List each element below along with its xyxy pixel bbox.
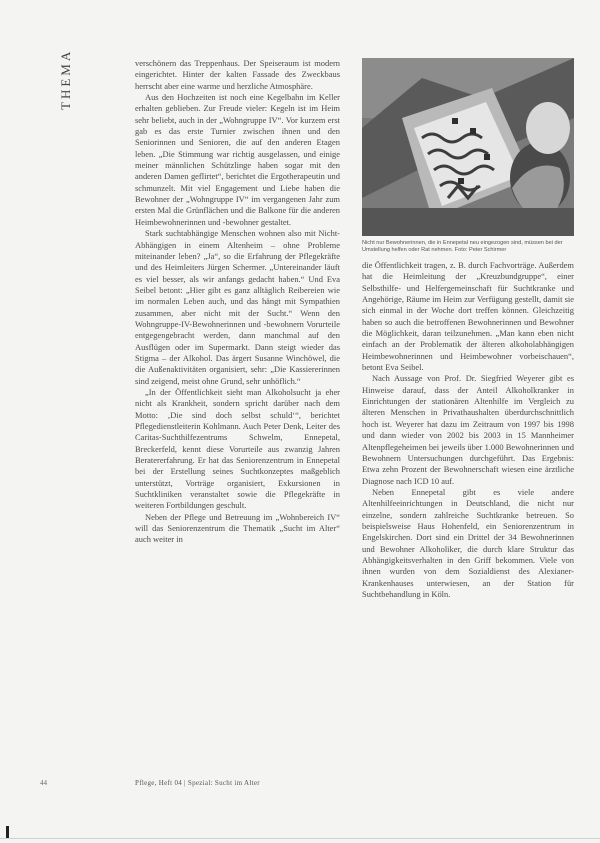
paragraph: Neben der Pflege und Betreuung im „Wohnbereich IV“ will das Seniorenzentrum die Thematik „Sucht im Alter“ auch weiter in bbox=[135, 511, 340, 545]
right-text-column bbox=[362, 260, 574, 600]
paragraph: Nach Aussage von Prof. Dr. Siegfried Weyerer gibt es Hinweise darauf, dass der Anteil Alkoholkranker in Einrichtungen der stationären Altenhilfe im Vergleich zu älteren Menschen in Privathaushalten überdurchschnittlich hoch ist. Weyerer hat dazu im Zeitraum von 1997 bis 1998 und dann wieder von 2002 bis 2003 in 15 Mannheimer Altenpflegeheimen bei jeweils über 1.000 Bewohnerinnen und Bewohnern Untersuchungen durchgeführt. Das Ergebnis: Etwa zehn Prozent der Bewohnerschaft wiesen eine ärztliche Diagnose nach ICD 10 auf. bbox=[362, 373, 574, 486]
section-label: THEMA bbox=[58, 48, 73, 110]
paragraph: Neben Ennepetal gibt es viele andere Altenhilfeeinrichtungen in Deutschland, die nicht nur einzelne, sondern zahlreiche Suchtkranke betreuen. So beispielsweise Haus Hohenfeld, ein Seniorenzentrum in Engelskirchen. Dort sind ein Drittel der 34 Bewohnerinnen und Bewohner Alkoholiker, die durch klare Struktur das Abhängigkeitsverhalten in den Griff bekommen. Viele von ihnen wurden von dem Sozialdienst des Alexianer-Krankenhauses unterwiesen, an der Station für Suchtbehandlung in Köln. bbox=[362, 486, 574, 599]
photo-caption: Nicht nur Bewohnerinnen, die in Ennepetal neu eingezogen sind, müssen bei der Umstellung helfen oder Rat nehmen. Foto: Peter Schirmer bbox=[362, 240, 563, 254]
page-number: 44 bbox=[40, 779, 47, 787]
paragraph: die Öffentlichkeit tragen, z. B. durch Fachvorträge. Außerdem hat die Heimleitung der „Kreuzbundgruppe“, einer Selbsthilfe- und Helfergemeinschaft für Suchtkranke und Angehörige, Räume im Heim zur Verfügung gestellt, damit sie sich einmal in der Woche dort treffen können. Gleichzeitig haben so auch die betroffenen Bewohnerinnen und Bewohner die Möglichkeit, daran teilzunehmen. „Man kann eben nicht einfach an der Problematik der älteren alkoholabhängigen Heimbewohnerinnen und Heimbewohner vorbeischauen“, betont Eva Seibel. bbox=[362, 260, 574, 373]
paragraph: Stark suchtabhängige Menschen wohnen also mit Nicht-Abhängigen in einem Altenheim – ohne Probleme miteinander leben? „Ja“, so die Erfahrung der Pflegekräfte und des Heimleiters Jürgen Schermer. „Untereinander läuft es viel besser, als wir anfangs gedacht haben.“ Und Eva Seibel betont: „Hier gibt es ganz alltäglich Reibereien wie im normalen Leben auch, und das hängt mit Sympathien zusammen, aber nicht mit der Sucht.“ Wenn den Wohngruppe-IV-Bewohnerinnen und -bewohnern Vorurteile entgegengebracht werden, dann manchmal auf den Ausflügen oder im Supermarkt. Dann steigt wieder das Stigma – der Alkohol. Das ärgert Susanne Winchöwel, die die Außenaktivitäten organisiert, sehr: „Die Kassiererinnen sind zeigend, meist ohne Grund, sehr unhöflich.“ bbox=[135, 228, 340, 386]
page-bottom-edge bbox=[0, 838, 600, 839]
article-photo bbox=[362, 58, 574, 236]
scan-edge-mark bbox=[6, 826, 9, 838]
paragraph: Aus den Hochzeiten ist noch eine Kegelbahn im Keller erhalten geblieben. Zur Freude vieler: Kegeln ist im Heim sehr beliebt, auch in der „Wohngruppe IV“. Vor kurzem erst gab es das erste Turnier zwischen ihnen und den Seniorinnen und Senioren, die auf den anderen Etagen leben. „Die Stimmung war richtig ausgelassen, und einige meiner männlichen Schützlinge haben sogar mit den anderen Damen geflirtet“, berichtet die Ergotherapeutin und schmunzelt. Mit viel Engagement und Liebe haben die Bewohner der „Wohngruppe IV“ im vergangenen Jahr zum ersten Mal die Grünflächen und die Balkone für die anderen Heimbewohnerinnen und -bewohner gestaltet. bbox=[135, 92, 340, 227]
left-text-column bbox=[135, 58, 340, 546]
photo-illustration bbox=[362, 58, 574, 236]
paragraph: verschönern das Treppenhaus. Der Speiseraum ist modern eingerichtet. Hinter der kalten Fassade des Zweckbaus herrscht aber eine warme und herzliche Atmosphäre. bbox=[135, 58, 340, 91]
paragraph: „In der Öffentlichkeit sieht man Alkoholsucht ja eher nicht als Krankheit, sondern spricht darüber nach dem Motto: ‚Die sind doch selbst schuld‘“, berichtet Pflegedienstleiterin Kohlmann. Auch Peter Denk, Leiter des Caritas-Suchthilfezentrums Schwelm, Ennepetal, Breckerfeld, kennt diese Vorurteile aus zwanzig Jahren Beratererfahrung. Er hat das Seniorenzentrum in Ennepetal bei der Erstellung seines Suchtkonzeptes maßgeblich unterstützt, Vorträge organisiert, Exkursionen in Suchtkliniken veranstaltet sowie die Pflegekräfte in weiteren Fortbildungen geschult. bbox=[135, 386, 340, 511]
running-footer: Pflege, Heft 04 | Spezial: Sucht im Alter bbox=[135, 779, 260, 787]
